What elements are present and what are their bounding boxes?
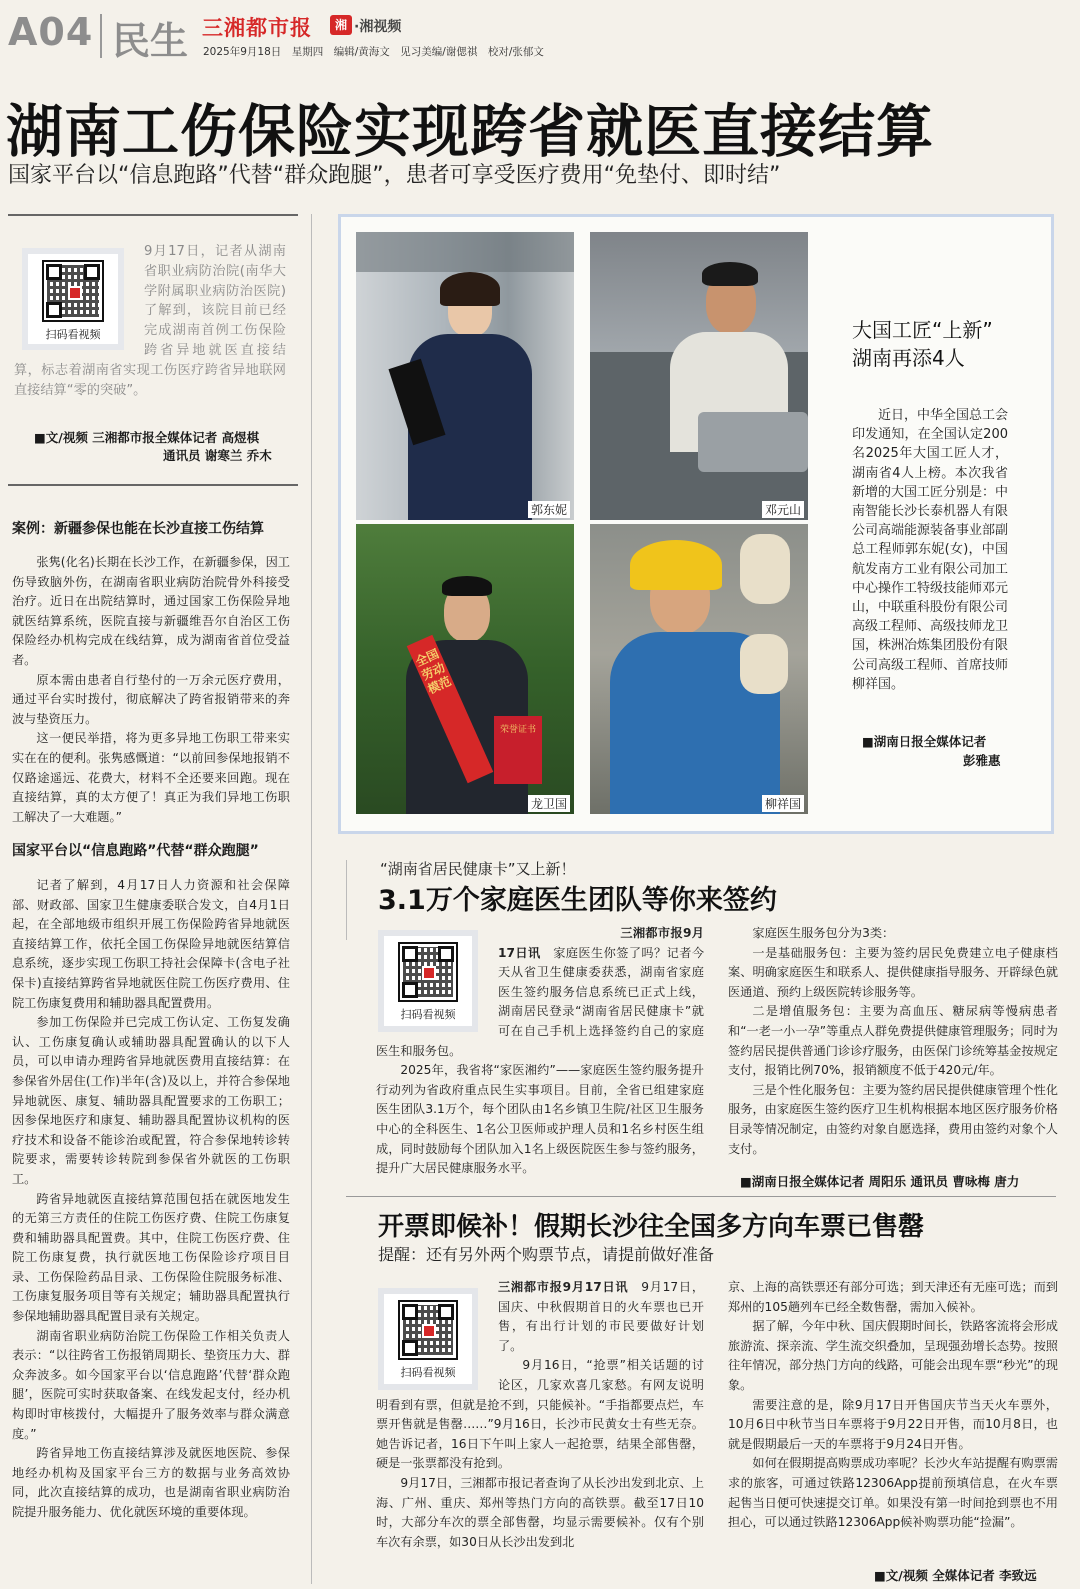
platform-subhead: 国家平台以“信息跑路”代替“群众跑腿” [12, 843, 259, 859]
left-mid-rule [8, 484, 298, 486]
video-brand: ·湘视频 [354, 19, 402, 35]
doctor-para: 一是基础服务包：主要为签约居民免费建立电子健康档案、明确家庭医生和联系人、提供健康指导服务、开辟绿色就医通道、预约上级医院转诊服务等。 [728, 945, 1058, 999]
platform-para: 湖南省职业病防治院工伤保险工作相关负责人表示：“以往跨省工伤报销周期长、垫资压力大、群众奔波多。如今国家平台以‘信息跑路’代替‘群众跑腿’，医院可实时获取备案、在线发起支付，经办机构即时审核拨付，大幅提升了服务效率与群众满意度。” [12, 1328, 290, 1441]
train-headline: 开票即候补！假期长沙往全国多方向车票已售罄 [378, 1212, 925, 1242]
train-byline: ■文/视频 全媒体记者 李致远 [874, 1568, 1037, 1583]
craftsmen-body [852, 406, 1008, 694]
lead-intro [14, 242, 286, 400]
doctor-lead-text: 家庭医生你签了吗？记者今天从省卫生健康委获悉，湖南省家庭医生签约服务信息系统已正式上线，湖南居民登录“湖南省居民健康卡”就可在自己手机上选择签约自己的家庭医生和服务包。 [376, 945, 705, 1058]
platform-body [12, 876, 290, 1523]
lead-byline-1: ■文/视频 三湘都市报全媒体记者 高煜棋 [34, 430, 260, 445]
honor-sash: 全国劳动模范 [407, 635, 494, 783]
doctor-left-body [376, 924, 704, 1179]
case-body [12, 553, 290, 827]
craftsmen-byline-1: ■湖南日报全媒体记者 [862, 734, 987, 749]
platform-para: 跨省异地就医直接结算范围包括在就医地发生的无第三方责任的住院工伤医疗费、住院工伤康复费和辅助器具配置费。其中，住院工伤医疗费、住院工伤康复费，执行就医地工伤保险诊疗项目目录、工伤保险药品目录、工伤保险住院服务标准、工伤康复服务项目等有关规定；辅助器具配置执行参保地辅助器具配置目录有关规定。 [12, 1191, 290, 1324]
header-divider [100, 14, 102, 58]
case-para: 这一便民举措，将为更多异地工伤职工带来实实在在的便利。张隽感慨道：“以前回参保地报销不仅路途遥远、花费大，材料不全还要来回跑。现在直接结算，真的太方便了！真正为我们异地工伤职工解决了一大难题。” [12, 731, 290, 824]
train-right-body [728, 1278, 1058, 1533]
photo-caption: 邓元山 [762, 501, 804, 518]
case-subhead: 案例：新疆参保也能在长沙直接工伤结算 [12, 521, 264, 537]
lead-headline: 湖南工伤保险实现跨省就医直接结算 [6, 99, 934, 165]
platform-para: 记者了解到，4月17日人力资源和社会保障部、财政部、国家卫生健康委联合发文，自4月1日起，在全部地级市组织开展工伤保险跨省异地就医直接结算工作，依托全国工伤保险异地就医结算信息系统，逐步实现工伤职工持社会保障卡(含电子社保卡)直接结算跨省异地就医住院工伤医疗费用、住院工伤康复费用和辅助器具配置费用。 [12, 878, 290, 1010]
photo-liu-xiangguo [590, 524, 808, 814]
video-logo-icon: 湘 [330, 15, 352, 35]
doctor-para: 三是个性化服务包：主要为签约居民提供健康管理个性化服务，由家庭医生签约医疗卫生机构根据本地区医疗服务价格目录等情况制定，由签约对象自愿选择，费用由签约对象个人支付。 [728, 1082, 1058, 1156]
train-left-body [376, 1278, 704, 1552]
section-name: 民生 [112, 19, 189, 63]
train-para: 如何在假期提高购票成功率呢？长沙火车站提醒有购票需求的旅客，可通过铁路12306App提前预填信息，在火车票起售当日便可快速提交订单。如果没有第一时间抢到票也不用担心，可以通过铁路12306App候补购票功能“捡漏”。 [728, 1456, 1058, 1530]
train-para: 据了解，今年中秋、国庆假期时间长，铁路客流将会形成旅游流、探亲流、学生流交织叠加，呈现强劲增长态势。按照往年情况，部分热门方向的线路，可能会出现车票“秒光”的现象。 [728, 1319, 1058, 1392]
case-para: 原本需由患者自行垫付的一万余元医疗费用，通过平台实时拨付，彻底解决了跨省报销带来的奔波与垫资压力。 [12, 672, 290, 726]
doctor-rule-left [346, 860, 347, 940]
train-subheadline: 提醒：还有另外两个购票节点，请提前做好准备 [378, 1245, 715, 1264]
qr-label: 扫码看视频 [45, 328, 101, 341]
train-para: 9月16日，“抢票”相关话题的讨论区，几家欢喜几家愁。有网友说明明看到有票，但就是抢不到，只能候补。“手指都要点烂，车票开售就是售罄……”9月16日，长沙市民黄女士有些无奈。她告诉记者，16日下午叫上家人一起抢票，结果全部售罄，硬是一张票都没有抢到。 [376, 1358, 704, 1471]
platform-para: 跨省异地工伤直接结算涉及就医地医院、参保地经办机构及国家平台三方的数据与业务高效协同，此次直接结算的成功，也是湖南省职业病防治院提升服务能力、优化就医环境的重要体现。 [12, 1446, 290, 1519]
lead-byline-2: 通讯员 谢寒兰 乔木 [163, 448, 272, 463]
doctor-para: 二是增值服务包：主要为高血压、糖尿病等慢病患者和“一老一小一孕”等重点人群免费提供健康管理服务；同时为签约居民提供普通门诊诊疗服务，由医保门诊统筹基金按规定支付，报销比例70%，报销额度不低于420元/年。 [728, 1004, 1058, 1078]
lead-subheadline: 国家平台以“信息跑路”代替“群众跑腿”，患者可享受医疗费用“免垫付、即时结” [8, 163, 781, 188]
case-para: 张隽(化名)长期在长沙工作，在新疆参保，因工伤导致脑外伤，在湖南省职业病防治院骨外科接受治疗。近日在出院结算时，通过国家工伤保险异地就医结算系统，医院直接与新疆维吾尔自治区工伤保险经办机构完成在线结算，成为湖南省首位受益者。 [12, 555, 290, 667]
train-para: 京、上海的高铁票还有部分可选；到天津还有无座可选；而到郑州的105趟列车已经全数售罄，需加入候补。 [728, 1280, 1058, 1314]
photo-long-weiguo [356, 524, 574, 814]
doctor-para: 2025年，我省将“家医湘约”——家庭医生签约服务提升行动列为省政府重点民生实事项目。目前，全省已组建家庭医生团队3.1万个，每个团队由1名乡镇卫生院/社区卫生服务中心的全科医生、1名公卫医师或护理人员和1名乡村医生组成，同时鼓励每个团队加入1名上级医院医生参与签约服务，提升广大居民健康服务水平。 [376, 1063, 704, 1176]
date-line: 2025年9月18日 星期四 编辑/黄海文 见习美编/谢偲祺 校对/张郁文 [203, 46, 544, 58]
photo-guo-dongni [356, 232, 574, 520]
craftsmen-title-1: 大国工匠“上新” [852, 318, 993, 342]
craftsmen-byline-2: 彭雅惠 [963, 753, 1001, 768]
platform-para: 参加工伤保险并已完成工伤认定、工伤复发确认、工伤康复确认或辅助器具配置确认的以下人员，可以申请办理跨省异地就医费用直接结算：在参保省外居住(工作)半年(含)及以上，并符合参保地异地就医、康复、辅助器具配置要求的工伤职工；因参保地医疗和康复、辅助器具配置协议机构的医疗技术和设备不能诊治或配置，符合参保地转诊转院要求，需要转诊转院到参保省外就医的工伤职工。 [12, 1015, 290, 1186]
doctor-para: 家庭医生服务包分为3类： [752, 926, 895, 940]
craftsmen-title-2: 湖南再添4人 [852, 346, 965, 370]
train-lead-text: 9月17日，国庆、中秋假期首日的火车票也已开售，有出行计划的市民要做好计划了。 [498, 1280, 705, 1353]
train-para: 需要注意的是，除9月17日开售国庆节当天火车票外，10月6日中秋节当日车票将于9月22日开售，而10月8日，也就是假期最后一天的车票将于9月24日开售。 [728, 1397, 1058, 1451]
doctor-dateline: 三湘都市报9月17日讯 [498, 926, 704, 960]
left-top-rule [8, 214, 298, 216]
craftsmen-para: 近日，中华全国总工会印发通知，在全国认定200名2025年大国工匠人才，湖南省4人上榜。本次我省新增的大国工匠分别是：中南智能长沙长泰机器人有限公司高端能源装备事业部副总工程师郭东妮(女)，中国航发南方工业有限公司加工中心操作工特级技能师邓元山，中联重科股份有限公司高级工程师、高级技师龙卫国，株洲冶炼集团股份有限公司高级工程师、首席技师柳祥国。 [852, 408, 1009, 692]
paper-name: 三湘都市报 [202, 16, 312, 40]
doctor-right-body [728, 924, 1058, 1159]
column-divider [311, 214, 312, 1584]
photo-caption: 郭东妮 [528, 501, 570, 518]
train-para: 9月17日，三湘都市报记者查询了从长沙出发到北京、上海、广州、重庆、郑州等热门方向的高铁票。截至17日10时，大部分车次的票全部售罄，均显示需要候补。仅有个别车次有余票，如30日从长沙出发到北 [376, 1475, 704, 1549]
doctor-headline: 3.1万个家庭医生团队等你来签约 [378, 885, 777, 916]
doctor-kicker: “湖南省居民健康卡”又上新！ [380, 860, 576, 878]
lead-intro-text: 9月17日，记者从湖南省职业病防治院(南华大学附属职业病防治医院)了解到，该院目前已经完成湖南首例工伤保险跨省异地就医直接结算，标志着湖南省实现工伤医疗跨省异地联网直接结算“零的突破”。 [14, 244, 286, 398]
qr-label: 扫码看视频 [400, 1366, 456, 1379]
photo-caption: 龙卫国 [528, 795, 570, 812]
page-number: A04 [8, 10, 94, 54]
qr-label: 扫码看视频 [400, 1008, 456, 1021]
doctor-bottom-rule [346, 1196, 1056, 1197]
train-dateline: 三湘都市报9月17日讯 [498, 1280, 629, 1294]
honor-certificate: 荣誉证书 [494, 716, 542, 784]
doctor-byline: ■湖南日报全媒体记者 周阳乐 通讯员 曹咏梅 唐力 [740, 1174, 1020, 1189]
page-header [0, 0, 1080, 80]
photo-caption: 柳祥国 [762, 795, 804, 812]
photo-deng-yuanshan [590, 232, 808, 520]
